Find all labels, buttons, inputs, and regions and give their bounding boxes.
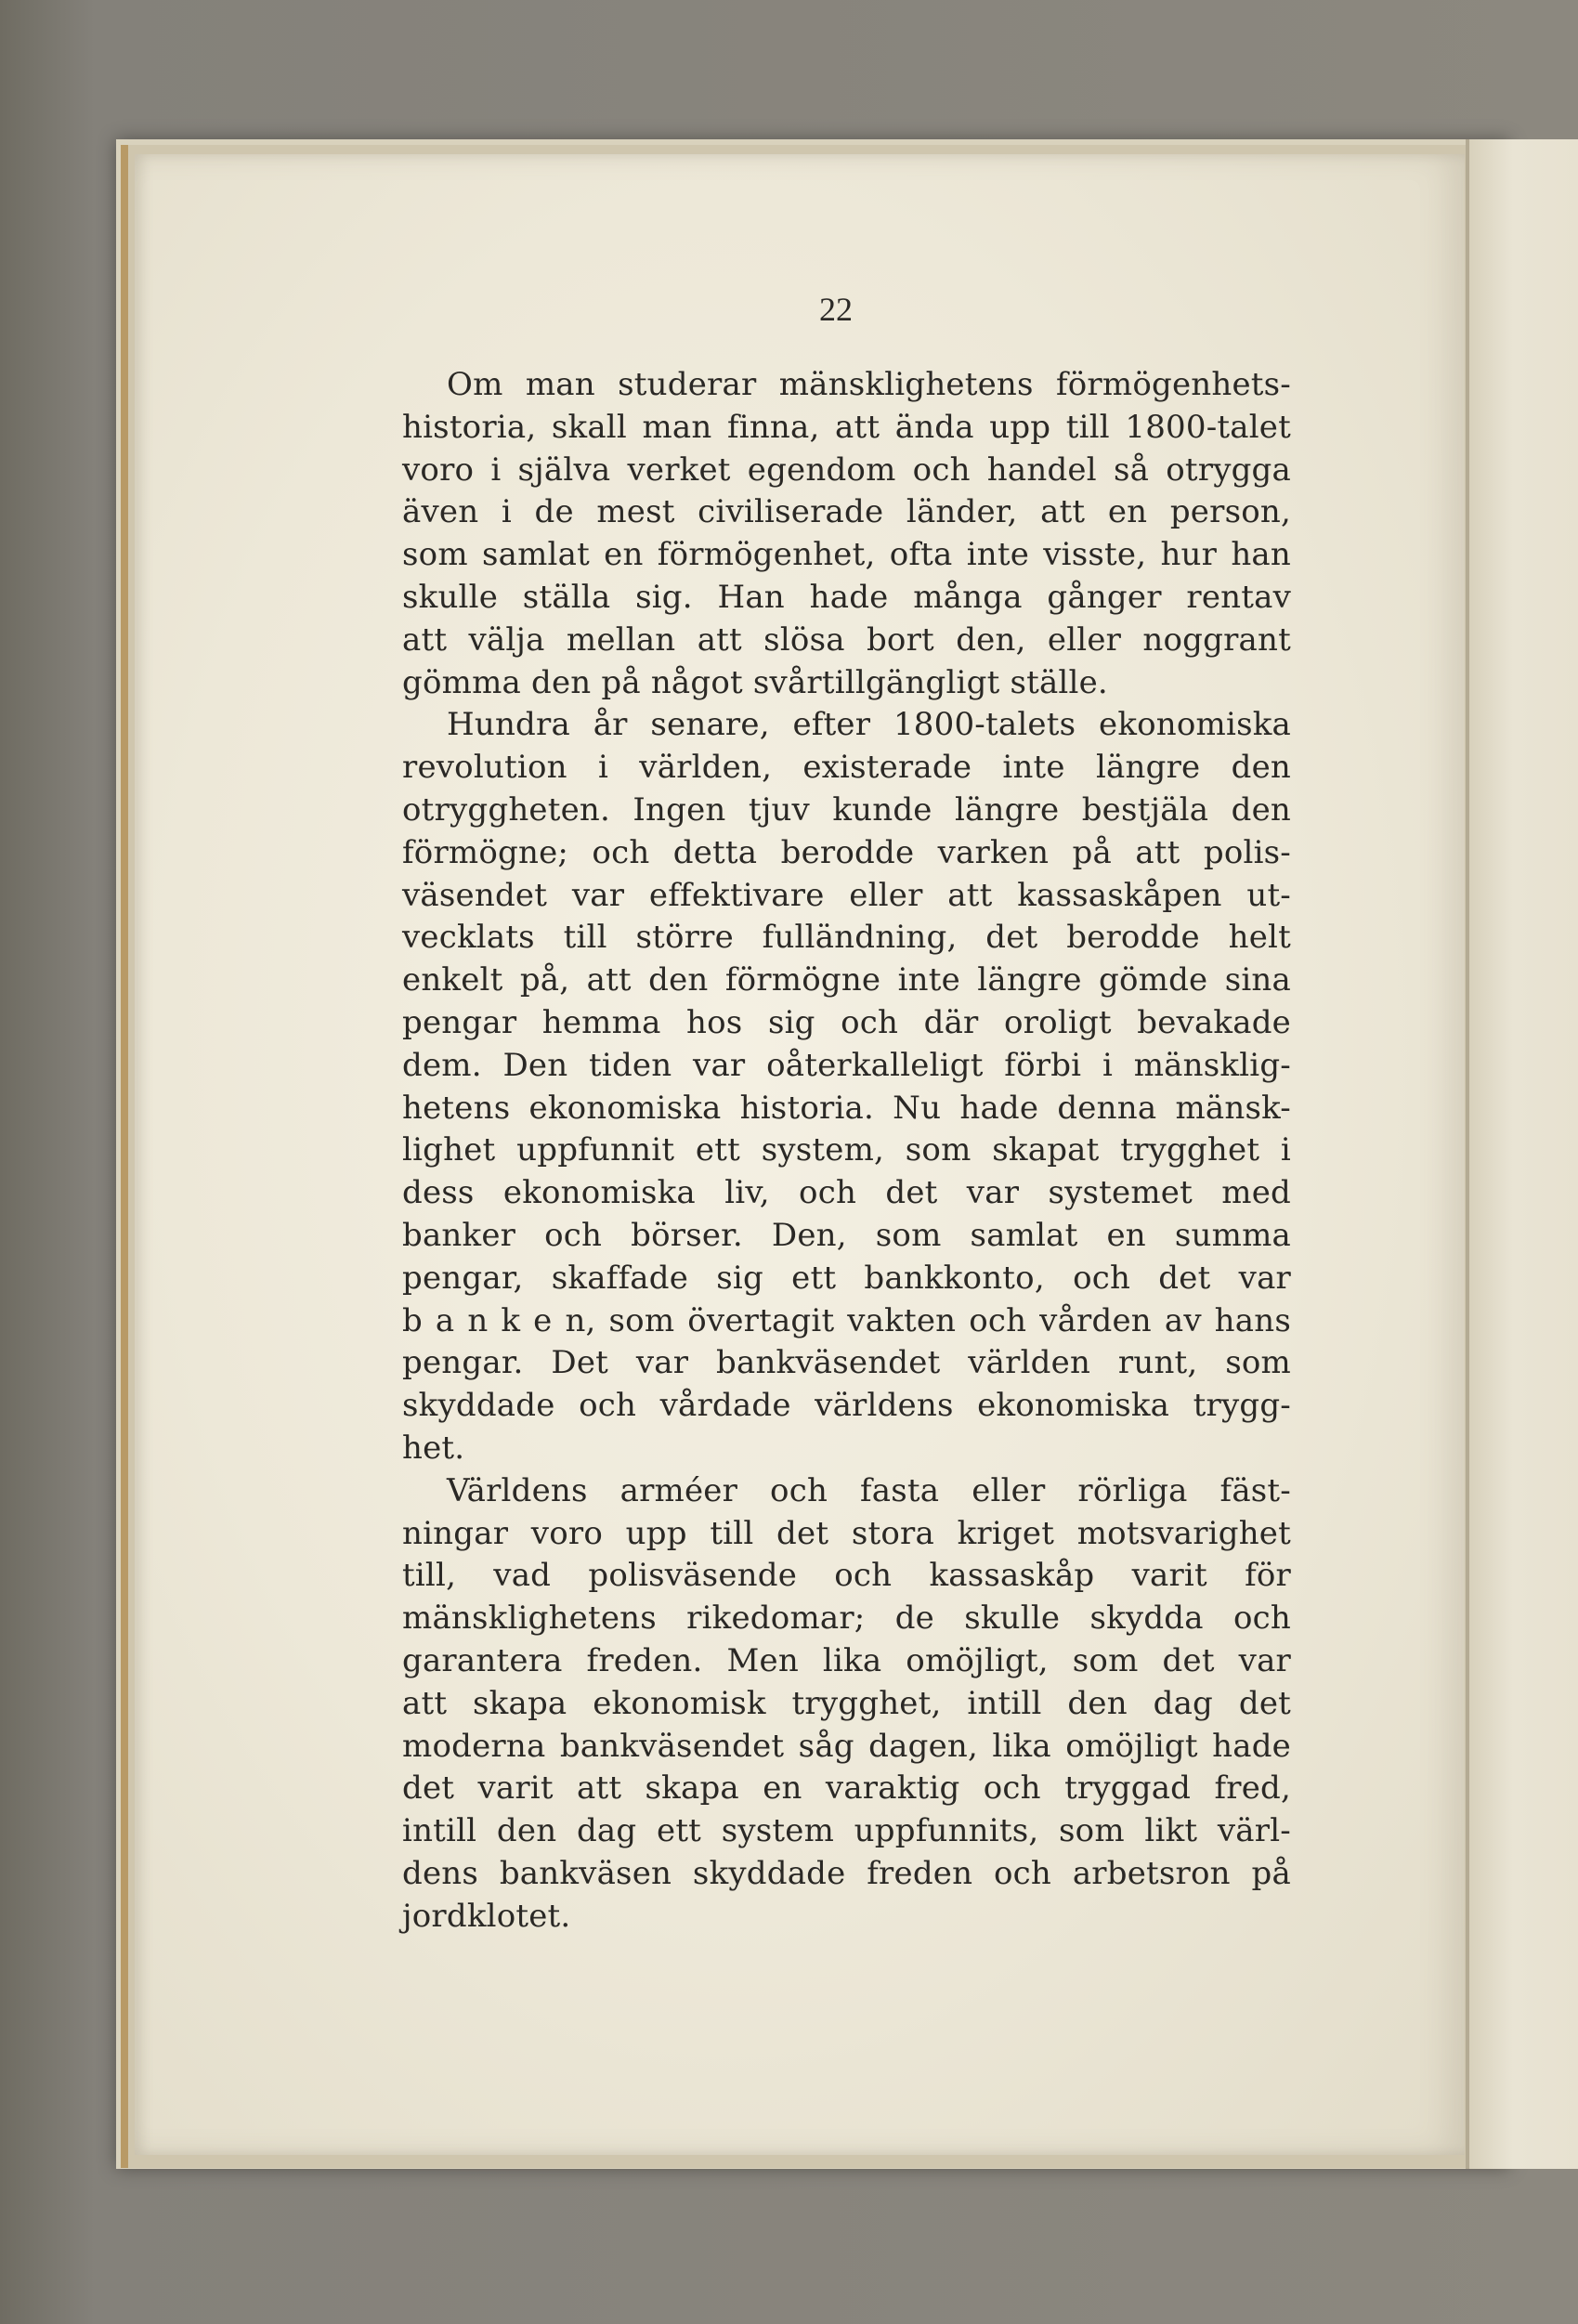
text-line: även i de mest civiliserade länder, att en person, [402, 493, 1291, 531]
text-line: b a n k e n, som övertagit vakten och vården av hans [402, 1301, 1291, 1339]
text-line: dem. Den tiden var oåterkalleligt förbi i mänsklig- [402, 1046, 1291, 1084]
text-line: historia, skall man finna, att ända upp till 1800-talet [402, 408, 1291, 446]
text-line: skulle ställa sig. Han hade många gånger rentav [402, 578, 1291, 616]
text-line: gömma den på något svårtillgängligt ställe. [402, 663, 1108, 701]
text-line: dens bankväsen skyddade freden och arbetsron på [402, 1854, 1291, 1892]
text-line: het. [402, 1429, 465, 1467]
text-line: revolution i världen, existerade inte längre den [402, 749, 1291, 787]
text-line: det varit att skapa en varaktig och tryggad fred, [402, 1769, 1291, 1808]
text-line: Hundra år senare, efter 1800-talets ekonomiska [447, 706, 1291, 744]
text-line: ningar voro upp till det stora kriget motsvarighet [402, 1514, 1291, 1552]
text-line: väsendet var effektivare eller att kassaskåpen ut- [402, 876, 1291, 914]
text-line: vecklats till större fulländning, det berodde helt [402, 919, 1291, 957]
text-line: mänsklighetens rikedomar; de skulle skydda och [402, 1599, 1291, 1638]
text-line: att skapa ekonomisk trygghet, intill den dag det [402, 1684, 1291, 1722]
text-line: pengar. Det var bankväsendet världen runt, som [402, 1344, 1291, 1382]
text-line: som samlat en förmögenhet, ofta inte visste, hur han [402, 536, 1291, 574]
page-number: 22 [819, 291, 853, 328]
text-line: otryggheten. Ingen tjuv kunde längre bestjäla den [402, 790, 1291, 829]
text-line: moderna bankväsendet såg dagen, lika omöjligt hade [402, 1727, 1291, 1765]
text-line: Världens arméer och fasta eller rörliga fäst- [447, 1471, 1291, 1509]
text-line: förmögne; och detta berodde varken på att polis- [402, 833, 1291, 871]
text-line: att välja mellan att slösa bort den, eller noggrant [402, 620, 1291, 659]
body-text [402, 364, 1291, 1938]
text-line: skyddade och vårdade världens ekonomiska trygg- [402, 1387, 1291, 1425]
text-line: lighet uppfunnit ett system, som skapat trygghet i [402, 1131, 1291, 1169]
text-line: hetens ekonomiska historia. Nu hade denna mänsk- [402, 1089, 1291, 1127]
text-line: pengar, skaffade sig ett bankkonto, och det var [402, 1259, 1291, 1297]
text-line: pengar hemma hos sig och där oroligt bevakade [402, 1003, 1291, 1041]
facing-page-edge [1469, 139, 1578, 2169]
text-line: voro i själva verket egendom och handel så otrygga [402, 450, 1291, 489]
text-line: Om man studerar mänsklighetens förmögenhets- [447, 366, 1291, 403]
text-line: jordklotet. [402, 1897, 571, 1935]
text-line: intill den dag ett system uppfunnits, som likt värl- [402, 1812, 1291, 1850]
text-line: garantera freden. Men lika omöjligt, som det var [402, 1641, 1291, 1679]
text-line: banker och börser. Den, som samlat en summa [402, 1216, 1291, 1254]
text-line: dess ekonomiska liv, och det var systemet med [402, 1174, 1291, 1212]
text-line: enkelt på, att den förmögne inte längre gömde sina [402, 961, 1291, 999]
text-line: till, vad polisväsende och kassaskåp varit för [402, 1557, 1291, 1595]
